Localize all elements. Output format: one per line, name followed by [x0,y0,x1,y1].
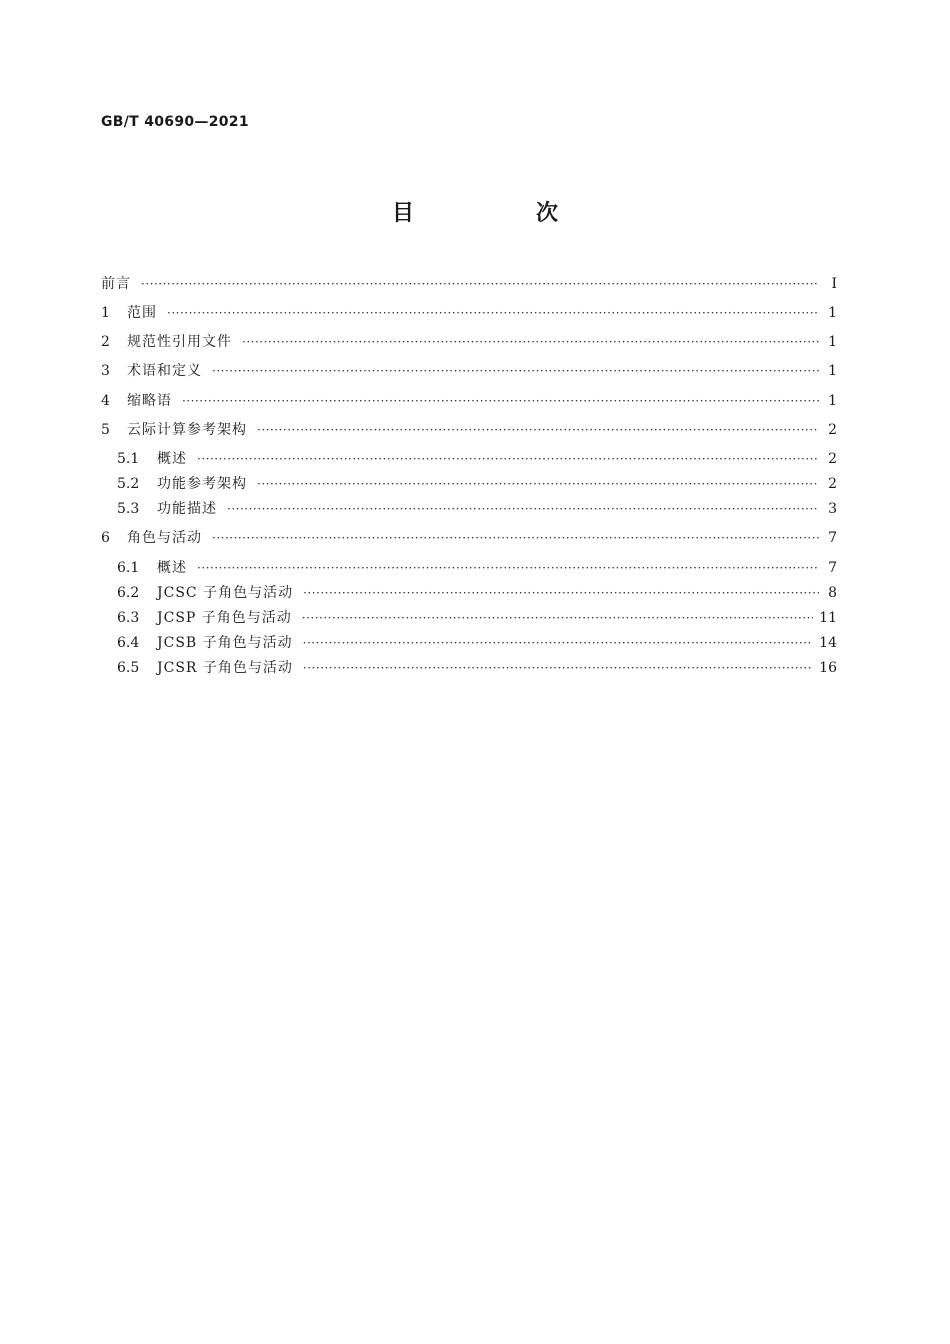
toc-entry-number: 6.5 [117,660,140,676]
toc-entry-5-1[interactable] [117,449,837,469]
toc-entry-number: 2 [101,334,110,350]
leader-dots [182,391,819,411]
toc-entry-4[interactable] [101,391,837,411]
toc-entry-page: 11 [819,610,837,626]
toc-entry-page: 2 [828,451,837,467]
toc-entry-label: 云际计算参考架构 [127,422,247,438]
toc-entry-number: 5.3 [117,501,140,517]
toc-entry-label: 缩略语 [127,393,172,409]
leader-dots [212,361,819,381]
leader-dots [141,274,819,294]
leader-dots [167,303,819,323]
toc-entry-foreword[interactable] [101,274,837,294]
toc-entry-page: 2 [828,422,837,438]
toc-entry-page: 1 [828,393,837,409]
toc-entry-label: JCSR 子角色与活动 [157,660,293,676]
leader-dots [212,528,819,548]
toc-entry-page: 3 [828,501,837,517]
toc-entry-6-4[interactable] [117,633,837,653]
leader-dots [227,499,819,519]
toc-entry-number: 3 [101,363,110,379]
toc-entry-page: Ⅰ [831,276,837,292]
standard-code: GB/T 40690—2021 [101,114,249,130]
toc-entry-label: 角色与活动 [127,530,202,546]
toc-entry-number: 6.1 [117,560,140,576]
toc-entry-page: 1 [828,305,837,321]
toc-entry-number: 6.2 [117,585,140,601]
toc-entry-6-1[interactable] [117,558,837,578]
toc-entry-number: 5.1 [117,451,140,467]
page-title: 目 次 [391,201,608,226]
toc-entry-label: JCSC 子角色与活动 [157,585,294,601]
toc-entry-3[interactable] [101,361,837,381]
toc-entry-label: 功能描述 [157,501,217,517]
toc-entry-label: 规范性引用文件 [127,334,232,350]
toc-entry-label: 概述 [157,560,187,576]
toc-entry-page: 1 [828,363,837,379]
leader-dots [303,633,814,653]
toc-entry-label: 术语和定义 [127,363,202,379]
leader-dots [303,583,819,603]
toc-entry-label: 概述 [157,451,187,467]
leader-dots [242,332,819,352]
toc-entry-label: 前言 [101,276,131,292]
leader-dots [197,558,819,578]
toc-entry-6-2[interactable] [117,583,837,603]
leader-dots [257,420,819,440]
toc-entry-page: 1 [828,334,837,350]
toc-entry-number: 4 [101,393,110,409]
toc-entry-label: 范围 [127,305,157,321]
toc-entry-number: 6 [101,530,110,546]
toc-entry-number: 5.2 [117,476,140,492]
toc-entry-page: 7 [828,560,837,576]
leader-dots [257,474,819,494]
toc-entry-5[interactable] [101,420,837,440]
toc-entry-page: 16 [819,660,837,676]
toc-entry-page: 14 [819,635,837,651]
toc-entry-number: 6.4 [117,635,140,651]
toc-entry-label: JCSB 子角色与活动 [157,635,293,651]
leader-dots [303,658,813,678]
toc-entry-label: 功能参考架构 [157,476,247,492]
toc-entry-number: 6.3 [117,610,140,626]
toc-entry-page: 7 [828,530,837,546]
toc-entry-page: 2 [828,476,837,492]
toc-entry-6[interactable] [101,528,837,548]
leader-dots [302,608,813,628]
toc-entry-2[interactable] [101,332,837,352]
toc-entry-6-3[interactable] [117,608,837,628]
toc-entry-5-3[interactable] [117,499,837,519]
toc-entry-6-5[interactable] [117,658,837,678]
toc-entry-number: 1 [101,305,110,321]
toc-entry-5-2[interactable] [117,474,837,494]
toc-entry-page: 8 [828,585,837,601]
toc-entry-1[interactable] [101,303,837,323]
toc-entry-label: JCSP 子角色与活动 [157,610,292,626]
toc-entry-number: 5 [101,422,110,438]
leader-dots [197,449,819,469]
